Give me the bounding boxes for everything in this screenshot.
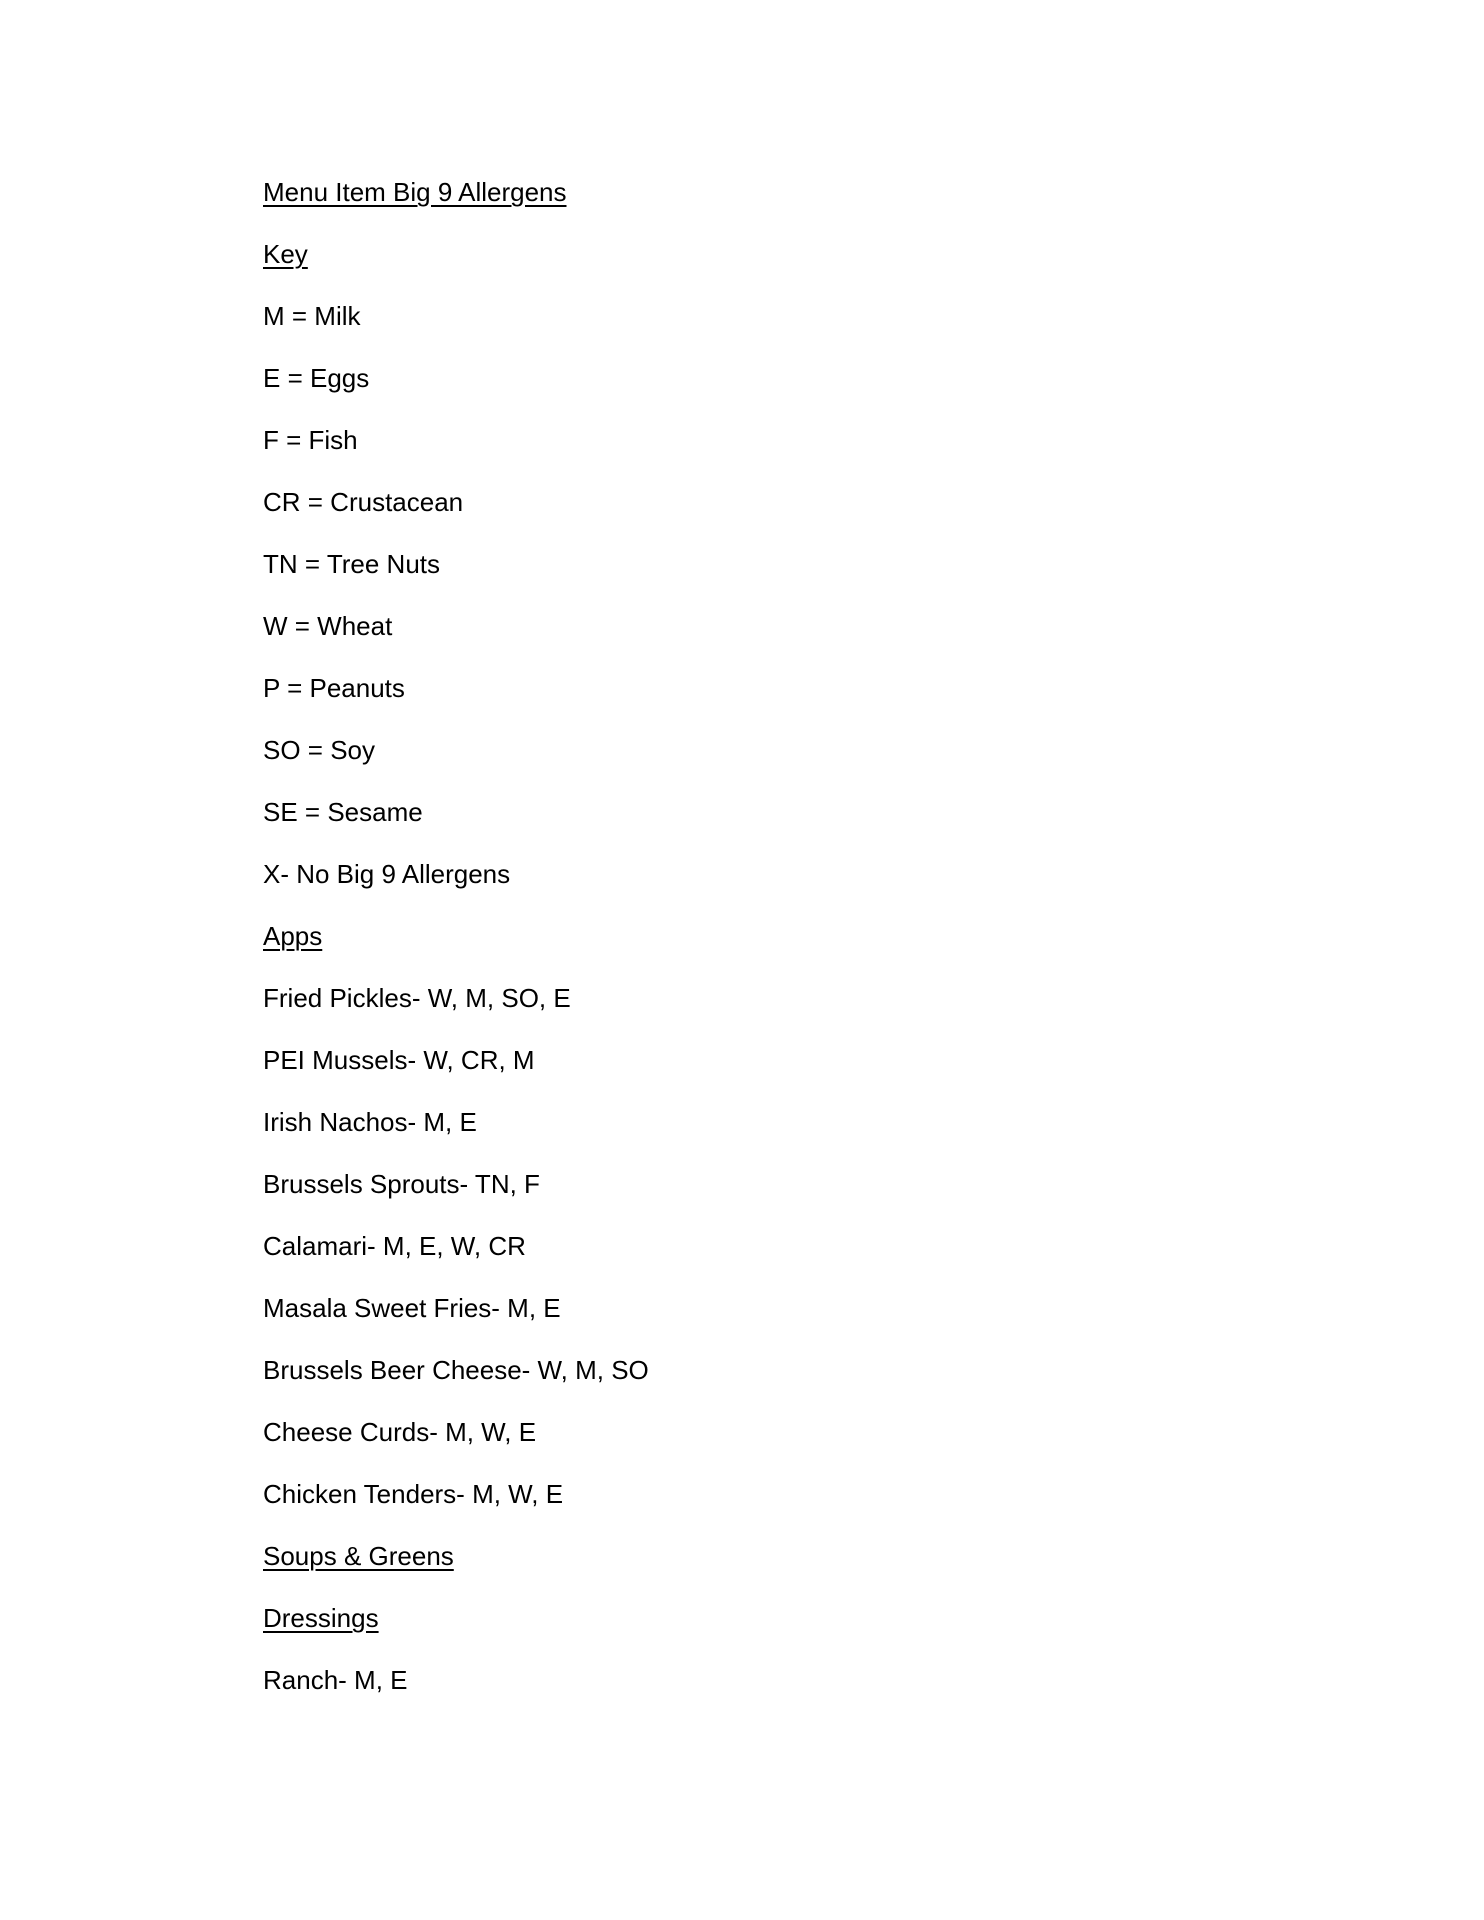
key-item-crustacean: CR = Crustacean (263, 487, 464, 517)
key-item-sesame: SE = Sesame (263, 797, 423, 827)
list-item: PEI Mussels- W, CR, M (263, 1045, 535, 1075)
list-item: Ranch- M, E (263, 1665, 408, 1695)
list-item: Cheese Curds- M, W, E (263, 1417, 537, 1447)
dressings-heading: Dressings (263, 1603, 379, 1633)
list-item: Masala Sweet Fries- M, E (263, 1293, 561, 1323)
document-body (263, 174, 1263, 1724)
list-item: Calamari- M, E, W, CR (263, 1231, 526, 1261)
list-item: Irish Nachos- M, E (263, 1107, 477, 1137)
list-item: Fried Pickles- W, M, SO, E (263, 983, 571, 1013)
key-item-tree-nuts: TN = Tree Nuts (263, 549, 440, 579)
key-heading: Key (263, 239, 308, 269)
soups-greens-heading: Soups & Greens (263, 1541, 454, 1571)
list-item: Brussels Sprouts- TN, F (263, 1169, 540, 1199)
document-title: Menu Item Big 9 Allergens (263, 177, 567, 207)
key-item-milk: M = Milk (263, 301, 361, 331)
key-item-peanuts: P = Peanuts (263, 673, 405, 703)
list-item: Chicken Tenders- M, W, E (263, 1479, 564, 1509)
list-item: Brussels Beer Cheese- W, M, SO (263, 1355, 649, 1385)
key-item-eggs: E = Eggs (263, 363, 370, 393)
key-item-fish: F = Fish (263, 425, 358, 455)
key-item-soy: SO = Soy (263, 735, 375, 765)
key-item-none: X- No Big 9 Allergens (263, 859, 511, 889)
apps-heading: Apps (263, 921, 323, 951)
key-item-wheat: W = Wheat (263, 611, 393, 641)
